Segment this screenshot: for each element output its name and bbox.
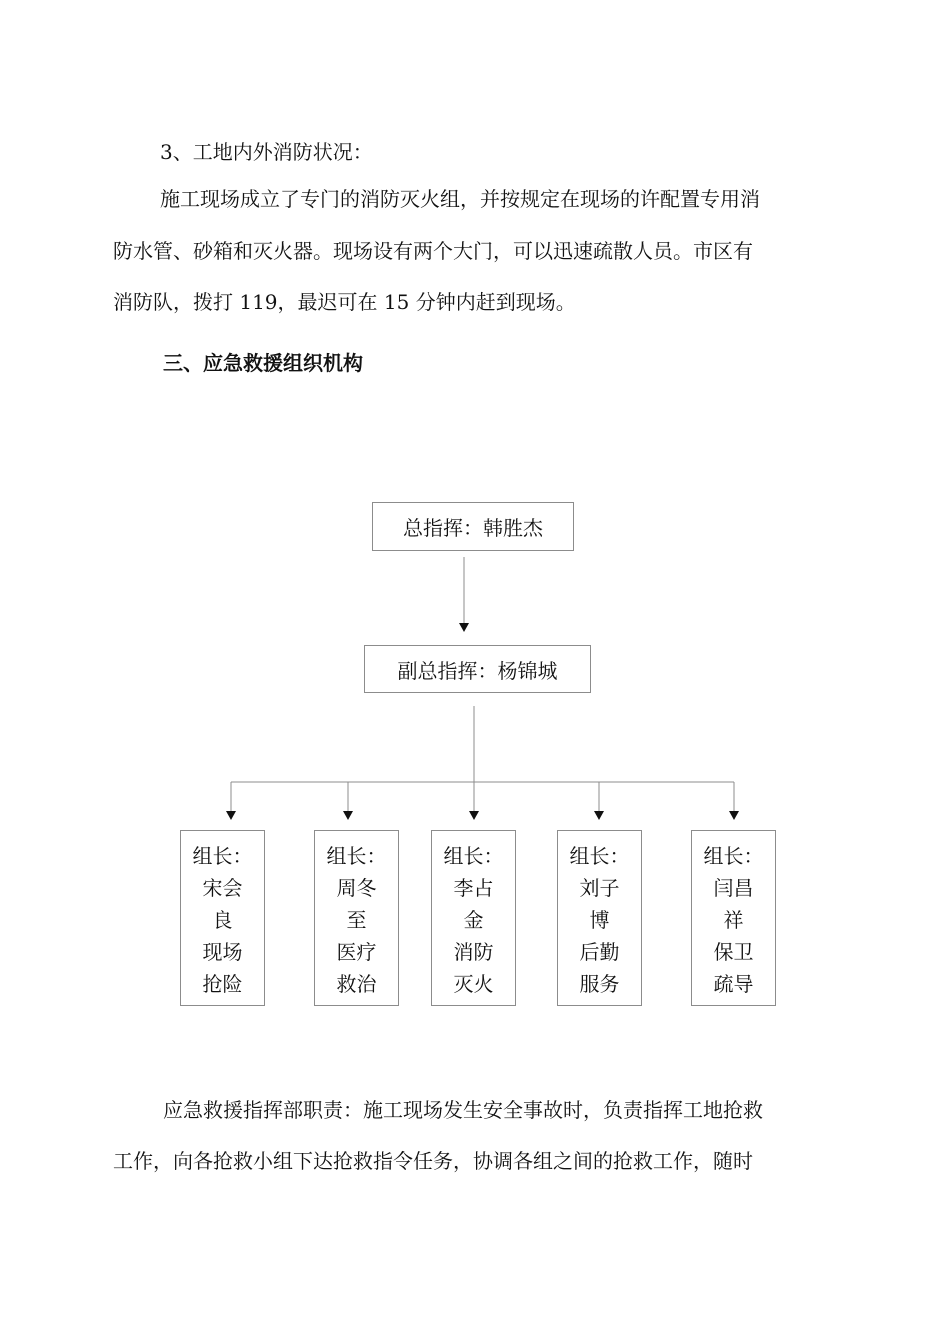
group-leader-label: 组长： [569,844,630,868]
paragraph-fire-status-line3: 消防队，拨打 119，最迟可在 15 分钟内赶到现场。 [113,290,576,314]
commander-label: 总指挥：韩胜杰 [403,516,543,540]
deputy-commander-box [364,645,591,693]
group-duty: 保卫疏导 [713,940,754,996]
group-box-firefighting [431,830,516,1006]
group-leader-name: 周冬至 [336,876,377,932]
group-leader-label: 组长： [443,844,504,868]
paragraph-fire-status-title: 3、工地内外消防状况： [160,140,373,164]
group-box-rescue [180,830,265,1006]
commander-box [372,502,574,551]
group-duty: 后勤服务 [579,940,620,996]
group-duty: 医疗救治 [336,940,377,996]
group-duty: 现场抢险 [202,940,243,996]
paragraph-duties-line2: 工作，向各抢救小组下达抢救指令任务，协调各组之间的抢救工作，随时 [113,1149,753,1173]
deputy-commander-label: 副总指挥：杨锦城 [397,658,558,683]
group-box-medical [314,830,399,1006]
group-box-logistics [557,830,642,1006]
group-leader-label: 组长： [192,844,253,868]
group-leader-name: 闫昌祥 [713,876,754,932]
group-leader-name: 宋会良 [202,876,243,932]
paragraph-fire-status-line2: 防水管、砂箱和灭火器。现场设有两个大门，可以迅速疏散人员。市区有 [113,239,753,263]
group-leader-name: 李占金 [453,876,494,932]
group-leader-name: 刘子博 [579,876,620,932]
paragraph-duties-line1: 应急救援指挥部职责：施工现场发生安全事故时，负责指挥工地抢救 [163,1098,763,1122]
group-box-security [691,830,776,1006]
section-heading: 三、应急救援组织机构 [163,351,363,375]
group-leader-label: 组长： [703,844,764,868]
group-duty: 消防灭火 [453,940,494,996]
paragraph-fire-status-line1: 施工现场成立了专门的消防灭火组，并按规定在现场的许配置专用消 [160,187,760,211]
group-leader-label: 组长： [326,844,387,868]
